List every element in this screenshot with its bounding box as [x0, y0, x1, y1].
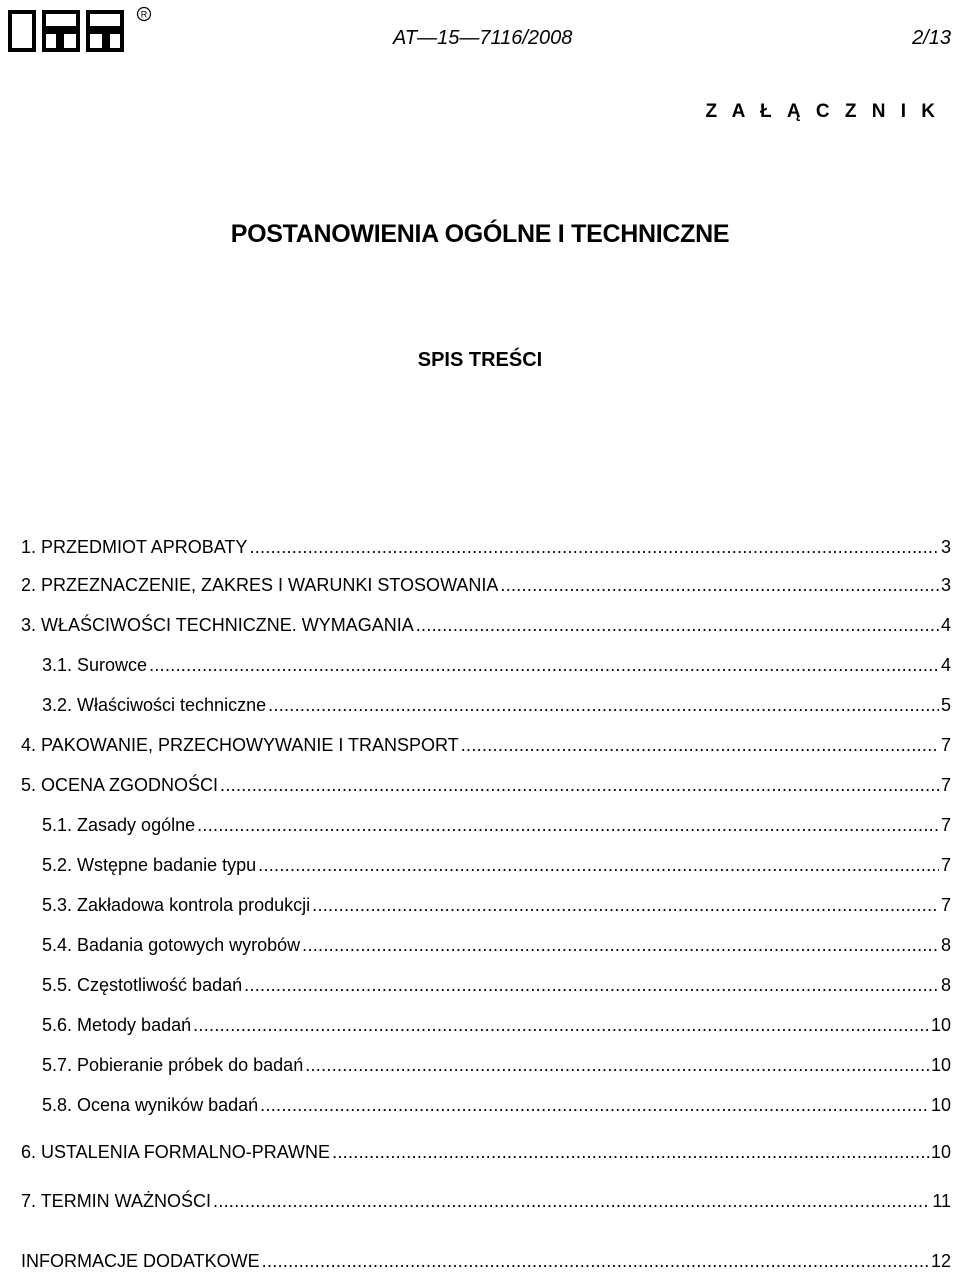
toc-entry-label: 7. TERMIN WAŻNOŚCI [21, 1191, 212, 1211]
toc-entry-label: 5.5. Częstotliwość badań [42, 975, 243, 995]
toc-dot-leader [262, 1248, 929, 1274]
toc-entry[interactable] [21, 732, 951, 758]
toc-entry[interactable] [21, 572, 951, 598]
toc-entry[interactable] [42, 972, 951, 998]
toc-entry[interactable] [21, 612, 951, 638]
document-reference: AT—15—7116/2008 [393, 27, 573, 49]
toc-entry-page: 8 [940, 975, 951, 995]
toc-dot-leader [213, 1188, 930, 1214]
toc-dot-leader [268, 692, 939, 718]
toc-entry-label: 5. OCENA ZGODNOŚCI [21, 775, 219, 795]
toc-dot-leader [461, 732, 939, 758]
toc-entry-label: 5.6. Metody badań [42, 1015, 192, 1035]
toc-entry-label: INFORMACJE DODATKOWE [21, 1251, 260, 1271]
toc-dot-leader [416, 612, 939, 638]
toc-entry[interactable] [42, 892, 951, 918]
toc-entry[interactable] [21, 1139, 951, 1165]
toc-entry-label: 5.3. Zakładowa kontrola produkcji [42, 895, 311, 915]
toc-entry-label: 5.4. Badania gotowych wyrobów [42, 935, 301, 955]
toc-entry-label: 5.2. Wstępne badanie typu [42, 855, 257, 875]
toc-dot-leader [305, 1052, 929, 1078]
annex-label: Z A Ł Ą C Z N I K [705, 101, 940, 122]
toc-entry-label: 1. PRZEDMIOT APROBATY [21, 537, 248, 557]
toc-entry[interactable] [42, 932, 951, 958]
toc-entry[interactable] [42, 1052, 951, 1078]
toc-entry[interactable] [42, 692, 951, 718]
toc-dot-leader [249, 534, 939, 560]
toc-entry-page: 4 [940, 615, 951, 635]
toc-entry-page: 10 [930, 1015, 951, 1035]
toc-entry-label: 5.1. Zasady ogólne [42, 815, 196, 835]
toc-dot-leader [312, 892, 939, 918]
toc-entry-page: 8 [940, 935, 951, 955]
toc-entry[interactable] [21, 1248, 951, 1274]
toc-entry-page: 10 [930, 1095, 951, 1115]
toc-entry-page: 7 [940, 775, 951, 795]
toc-entry[interactable] [21, 1188, 951, 1214]
toc-entry-page: 10 [930, 1142, 951, 1162]
toc-entry[interactable] [42, 852, 951, 878]
toc-entry-label: 4. PAKOWANIE, PRZECHOWYWANIE I TRANSPORT [21, 735, 459, 755]
toc-entry-label: 3.2. Właściwości techniczne [42, 695, 267, 715]
toc-dot-leader [193, 1012, 929, 1038]
toc-entry-label: 5.8. Ocena wyników badań [42, 1095, 259, 1115]
registered-mark: R [140, 9, 148, 20]
toc-dot-leader [260, 1092, 929, 1118]
toc-entry-page: 7 [940, 735, 951, 755]
itb-logo [8, 6, 153, 54]
page-number: 2/13 [912, 27, 951, 49]
toc-dot-leader [500, 572, 939, 598]
toc-entry[interactable] [42, 652, 951, 678]
toc-dot-leader [258, 852, 939, 878]
toc-entry-page: 7 [940, 815, 951, 835]
toc-entry-page: 10 [930, 1055, 951, 1075]
toc-entry[interactable] [42, 1092, 951, 1118]
toc-dot-leader [332, 1139, 929, 1165]
toc-entry[interactable] [42, 812, 951, 838]
toc-entry-page: 7 [940, 895, 951, 915]
toc-entry[interactable] [21, 772, 951, 798]
toc-entry-page: 5 [940, 695, 951, 715]
toc-entry-page: 7 [940, 855, 951, 875]
main-title: POSTANOWIENIA OGÓLNE I TECHNICZNE [230, 220, 730, 248]
toc-dot-leader [149, 652, 939, 678]
toc-entry-label: 3. WŁAŚCIWOŚCI TECHNICZNE. WYMAGANIA [21, 615, 414, 635]
toc-entry[interactable] [21, 534, 951, 560]
toc-dot-leader [302, 932, 939, 958]
toc-entry-page: 4 [940, 655, 951, 675]
toc-title: SPIS TREŚCI [417, 349, 543, 371]
toc-dot-leader [244, 972, 939, 998]
toc-entry-page: 3 [940, 537, 951, 557]
toc-entry-page: 11 [932, 1191, 951, 1211]
toc-entry[interactable] [42, 1012, 951, 1038]
toc-entry-label: 2. PRZEZNACZENIE, ZAKRES I WARUNKI STOSOWANIA [21, 575, 499, 595]
toc-entry-label: 6. USTALENIA FORMALNO-PRAWNE [21, 1142, 331, 1162]
toc-entry-page: 12 [930, 1251, 951, 1271]
toc-dot-leader [220, 772, 939, 798]
toc-entry-page: 3 [940, 575, 951, 595]
toc-dot-leader [197, 812, 939, 838]
toc-entry-label: 5.7. Pobieranie próbek do badań [42, 1055, 304, 1075]
toc-entry-label: 3.1. Surowce [42, 655, 148, 675]
